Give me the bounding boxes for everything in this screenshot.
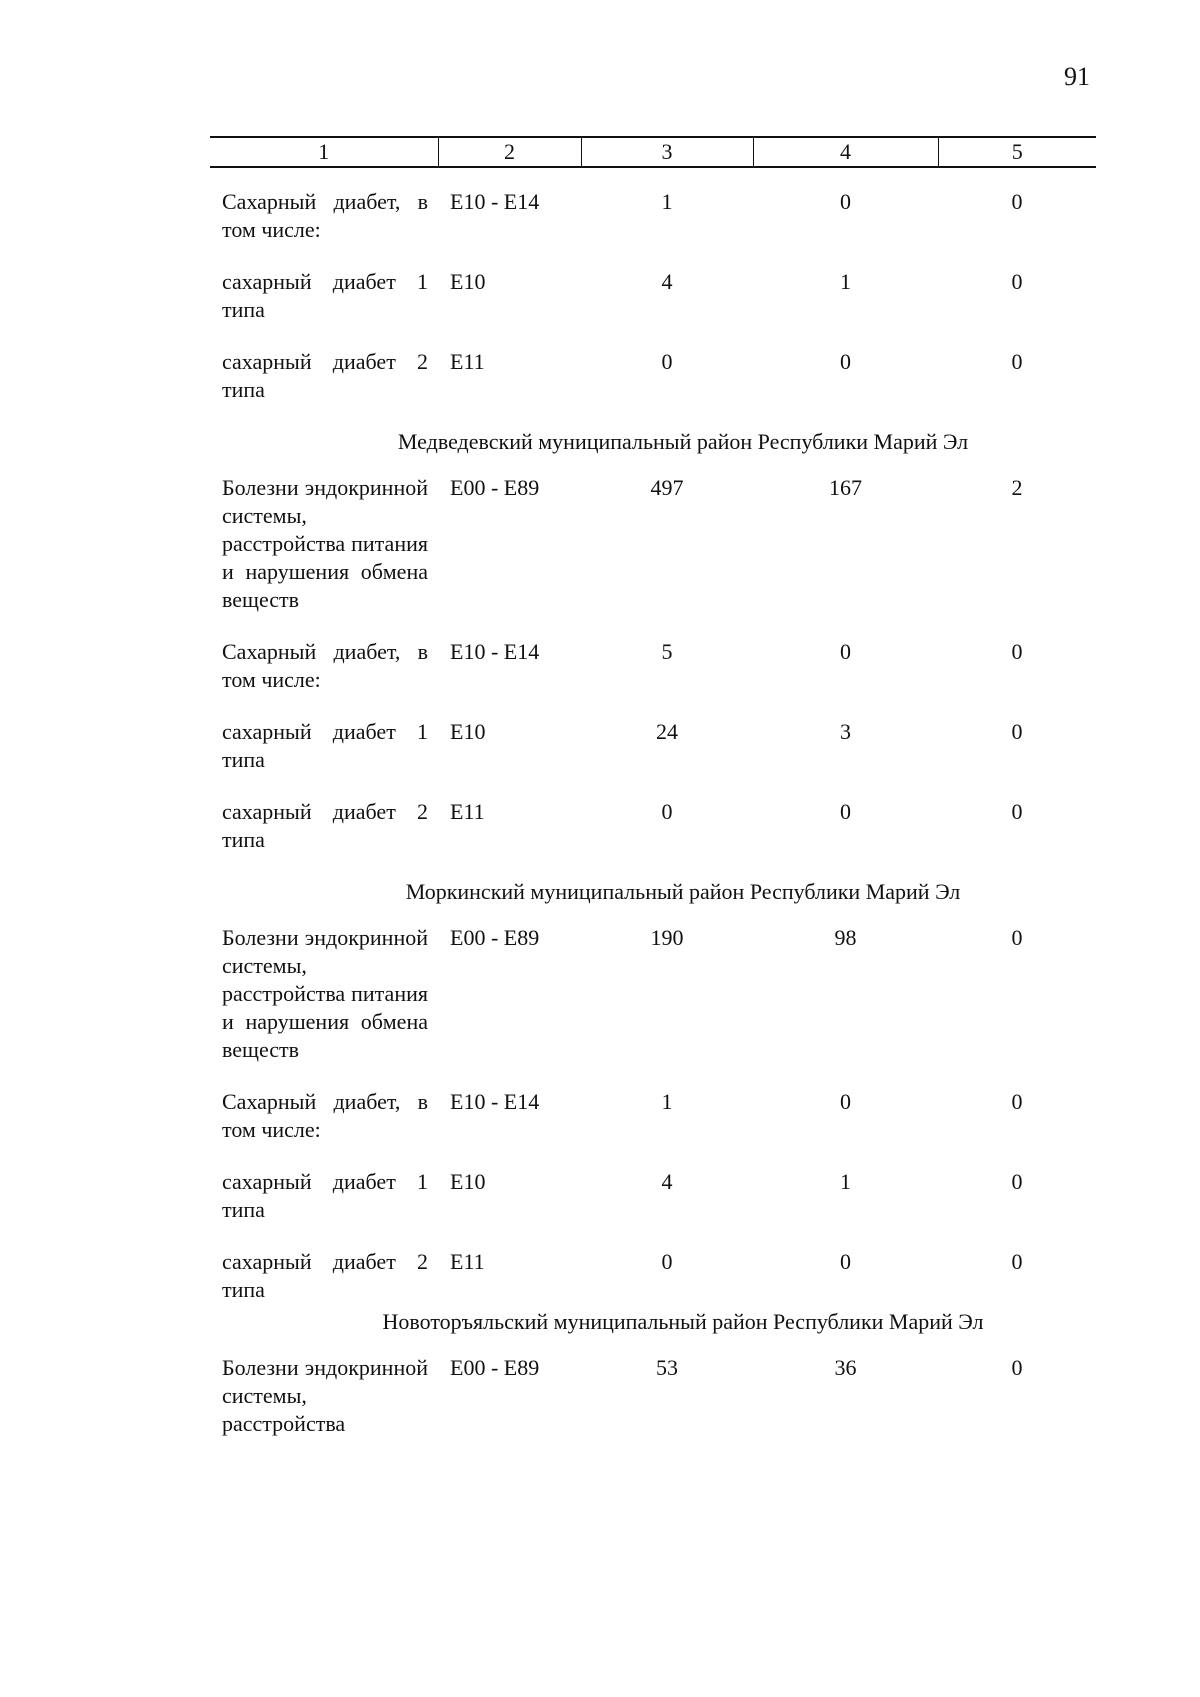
row-label: сахарный диабет 2 типа [222,799,428,852]
value-col-5: 0 [1011,719,1023,744]
row-label: Болезни эндокринной системы, расстройства [222,1355,428,1436]
value-col-3: 4 [661,1169,673,1194]
value-col-4: 0 [840,1249,851,1274]
icd-code: E11 [450,1249,485,1274]
row-label: сахарный диабет 2 типа [222,1249,428,1302]
table-row [210,638,1096,718]
value-col-4: 36 [834,1355,857,1380]
table-row [210,1248,1096,1308]
value-col-5: 0 [1011,349,1023,374]
table-row [210,1168,1096,1248]
row-label: сахарный диабет 2 типа [222,349,428,402]
value-col-5: 0 [1011,1089,1023,1114]
value-col-5: 0 [1011,1355,1023,1380]
value-col-5: 0 [1011,799,1023,824]
row-label: сахарный диабет 1 типа [222,269,428,322]
row-label: Сахарный диабет, в том числе: [222,639,428,692]
icd-code: E10 - E14 [450,639,540,664]
icd-code: E00 - E89 [450,925,540,950]
icd-code: E00 - E89 [450,1355,540,1380]
region-heading: Новоторъяльский муниципальный район Республики Марий Эл [382,1309,984,1334]
value-col-4: 0 [840,639,851,664]
value-col-4: 1 [840,1169,851,1194]
region-heading-row [210,878,1096,924]
region-heading: Моркинский муниципальный район Республики Марий Эл [405,879,961,904]
value-col-5: 0 [1011,1249,1023,1274]
value-col-5: 0 [1011,1169,1023,1194]
table-row [210,188,1096,268]
icd-code: E10 - E14 [450,1089,540,1114]
value-col-5: 0 [1011,189,1023,214]
value-col-4: 167 [829,475,862,500]
table-row [210,268,1096,348]
value-col-4: 3 [840,719,851,744]
row-label: Болезни эндокринной системы, расстройства питания и нарушения обмена веществ [222,475,428,612]
table-row [210,1354,1096,1462]
value-col-3: 1 [661,189,673,214]
table-row [210,474,1096,638]
value-col-3: 5 [661,639,673,664]
value-col-3: 0 [661,1249,673,1274]
value-col-3: 53 [656,1355,678,1380]
row-label: Болезни эндокринной системы, расстройства питания и нарушения обмена веществ [222,925,428,1062]
column-header-1: 1 [210,137,438,167]
page-number: 91 [1064,62,1090,91]
value-col-4: 0 [840,349,851,374]
icd-code: E11 [450,349,485,374]
value-col-5: 2 [1011,475,1023,500]
value-col-5: 0 [1011,639,1023,664]
value-col-4: 0 [840,189,851,214]
value-col-4: 1 [840,269,851,294]
row-label: Сахарный диабет, в том числе: [222,1089,428,1142]
value-col-3: 4 [661,269,673,294]
table-row [210,348,1096,428]
table-header [210,137,1096,167]
region-heading-row [210,428,1096,474]
value-col-4: 98 [834,925,857,950]
icd-code: E10 [450,1169,486,1194]
value-col-3: 497 [650,475,684,500]
row-label: сахарный диабет 1 типа [222,1169,428,1222]
value-col-3: 0 [661,349,673,374]
row-label: Сахарный диабет, в том числе: [222,189,428,242]
header-row [210,137,1096,167]
region-heading: Медведевский муниципальный район Республики Марий Эл [397,429,969,454]
table-row [210,1088,1096,1168]
value-col-3: 190 [650,925,684,950]
value-col-5: 0 [1011,269,1023,294]
value-col-5: 0 [1011,925,1023,950]
value-col-4: 0 [840,799,851,824]
statistics-table [210,136,1096,1462]
value-col-3: 1 [661,1089,673,1114]
icd-code: E00 - E89 [450,475,540,500]
table-row [210,924,1096,1088]
column-header-3: 3 [581,137,753,167]
row-label: сахарный диабет 1 типа [222,719,428,772]
icd-code: E10 [450,719,486,744]
table-body [210,167,1096,1462]
column-header-2: 2 [438,137,581,167]
value-col-4: 0 [840,1089,851,1114]
value-col-3: 24 [656,719,678,744]
column-header-5: 5 [938,137,1096,167]
header-spacer [210,167,1096,188]
column-header-4: 4 [753,137,938,167]
icd-code: E10 [450,269,486,294]
table-row [210,718,1096,798]
region-heading-row [210,1308,1096,1354]
table-row [210,798,1096,878]
value-col-3: 0 [661,799,673,824]
icd-code: E11 [450,799,485,824]
icd-code: E10 - E14 [450,189,540,214]
